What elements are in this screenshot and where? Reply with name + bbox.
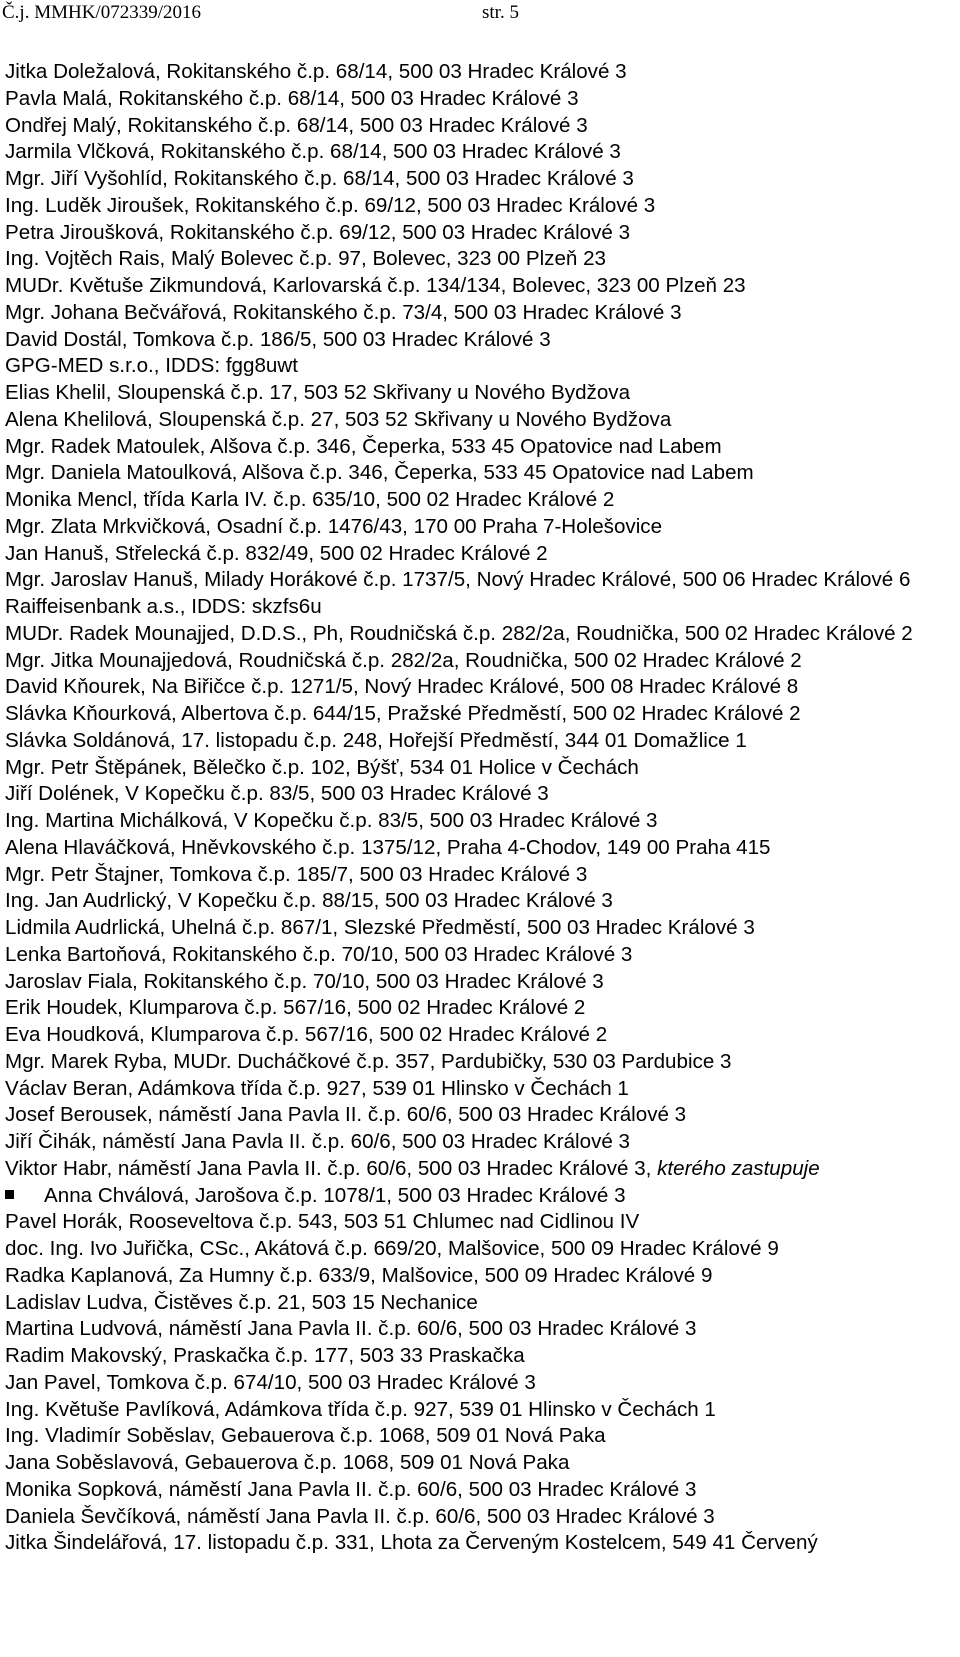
recipient-entry (0, 59, 960, 86)
recipient-text: Alena Hlaváčková, Hněvkovského č.p. 1375/12, Praha 4-Chodov, 149 00 Praha 415 (5, 835, 771, 859)
recipient-text: Anna Chválová, Jarošova č.p. 1078/1, 500 03 Hradec Králové 3 (44, 1183, 626, 1207)
recipient-entry (0, 888, 960, 915)
recipient-text: Mgr. Marek Ryba, MUDr. Ducháčkové č.p. 357, Pardubičky, 530 03 Pardubice 3 (5, 1049, 732, 1073)
recipient-text: Jiří Dolének, V Kopečku č.p. 83/5, 500 03 Hradec Králové 3 (5, 782, 549, 806)
recipient-entry (0, 487, 960, 514)
document-reference-number: Č.j. MMHK/072339/2016 (2, 2, 201, 23)
recipient-entry (0, 1102, 960, 1129)
recipient-entry (0, 674, 960, 701)
recipient-entry (0, 1316, 960, 1343)
recipient-text: Eva Houdková, Klumparova č.p. 567/16, 500 02 Hradec Králové 2 (5, 1023, 608, 1046)
recipient-entry (0, 1049, 960, 1076)
recipient-entry (0, 915, 960, 942)
recipient-text: Ing. Jan Audrlický, V Kopečku č.p. 88/15, 500 03 Hradec Králové 3 (5, 889, 613, 913)
recipient-text: Mgr. Jiří Vyšohlíd, Rokitanského č.p. 68/14, 500 03 Hradec Králové 3 (5, 167, 634, 190)
recipient-text: Slávka Soldánová, 17. listopadu č.p. 248, Hořejší Předměstí, 344 01 Domažlice 1 (5, 728, 747, 752)
recipient-text: Slávka Kňourková, Albertova č.p. 644/15, Pražské Předměstí, 500 02 Hradec Králové 2 (5, 702, 801, 725)
recipient-entry (0, 1022, 960, 1049)
recipient-text: Josef Berousek, náměstí Jana Pavla II. č.p. 60/6, 500 03 Hradec Králové 3 (5, 1103, 687, 1127)
recipient-entry (0, 1397, 960, 1424)
recipient-text: Ing. Vojtěch Rais, Malý Bolevec č.p. 97, Bolevec, 323 00 Plzeň 23 (5, 247, 606, 271)
recipient-entry (0, 755, 960, 782)
recipient-entry (0, 1477, 960, 1504)
page-number: str. 5 (482, 2, 519, 23)
recipient-entry (0, 300, 960, 327)
recipient-entry (0, 648, 960, 675)
recipient-text: Lidmila Audrlická, Uhelná č.p. 867/1, Slezské Předměstí, 500 03 Hradec Králové 3 (5, 916, 755, 939)
recipient-text: Mgr. Petr Štěpánek, Bělečko č.p. 102, Býšť, 534 01 Holice v Čechách (5, 755, 639, 779)
recipient-text: Jaroslav Fiala, Rokitanského č.p. 70/10, 500 03 Hradec Králové 3 (5, 969, 604, 993)
recipient-text: Ing. Vladimír Soběslav, Gebauerova č.p. 1068, 509 01 Nová Paka (5, 1424, 606, 1448)
recipient-entry (0, 327, 960, 354)
square-bullet-icon (5, 1190, 14, 1199)
recipient-text: Radim Makovský, Praskačka č.p. 177, 503 33 Praskačka (5, 1344, 525, 1367)
recipient-entry (0, 862, 960, 889)
recipient-text: Petra Jiroušková, Rokitanského č.p. 69/12, 500 03 Hradec Králové 3 (5, 220, 631, 244)
recipient-entry (0, 1504, 960, 1531)
recipient-text: Raiffeisenbank a.s., IDDS: skzfs6u (5, 595, 322, 618)
recipient-text: Ing. Luděk Jiroušek, Rokitanského č.p. 69/12, 500 03 Hradec Králové 3 (5, 193, 656, 217)
representation-note: kterého zastupuje (657, 1156, 820, 1180)
recipient-entry (0, 434, 960, 461)
recipient-text: Pavel Horák, Rooseveltova č.p. 543, 503 51 Chlumec nad Cidlinou IV (5, 1210, 640, 1234)
recipient-text: Jiří Čihák, náměstí Jana Pavla II. č.p. 60/6, 500 03 Hradec Králové 3 (5, 1130, 631, 1153)
recipient-entry (0, 139, 960, 166)
recipient-entry (0, 1076, 960, 1103)
recipient-text: Mgr. Jaroslav Hanuš, Milady Horákové č.p. 1737/5, Nový Hradec Králové, 500 06 Hradec Králové 6 (5, 568, 911, 592)
recipient-text: Jitka Doležalová, Rokitanského č.p. 68/14, 500 03 Hradec Králové 3 (5, 60, 627, 83)
recipient-entry (0, 942, 960, 969)
recipient-text: Mgr. Johana Bečvářová, Rokitanského č.p. 73/4, 500 03 Hradec Králové 3 (5, 300, 682, 324)
recipient-text: David Dostál, Tomkova č.p. 186/5, 500 03 Hradec Králové 3 (5, 327, 551, 351)
recipient-entry (0, 1423, 960, 1450)
recipient-entry (0, 353, 960, 380)
recipient-entry (0, 567, 955, 594)
recipient-text: Lenka Bartoňová, Rokitanského č.p. 70/10, 500 03 Hradec Králové 3 (5, 942, 633, 966)
recipient-text: Jana Soběslavová, Gebauerova č.p. 1068, 509 01 Nová Paka (5, 1451, 570, 1474)
recipient-entry (0, 407, 960, 434)
recipient-entry (0, 113, 960, 140)
recipient-entry (0, 835, 960, 862)
recipient-text: Pavla Malá, Rokitanského č.p. 68/14, 500 03 Hradec Králové 3 (5, 86, 579, 110)
recipient-text: Daniela Ševčíková, náměstí Jana Pavla II. č.p. 60/6, 500 03 Hradec Králové 3 (5, 1504, 715, 1528)
recipient-text: Alena Khelilová, Sloupenská č.p. 27, 503 52 Skřivany u Nového Bydžova (5, 407, 672, 431)
recipient-entry (0, 86, 960, 113)
recipient-entry (0, 808, 960, 835)
recipient-entry (0, 969, 960, 996)
recipient-text: Monika Mencl, třída Karla IV. č.p. 635/10, 500 02 Hradec Králové 2 (5, 488, 615, 511)
recipient-entry (0, 1530, 960, 1557)
recipient-entry (0, 995, 960, 1022)
recipient-entry (0, 1343, 960, 1370)
recipient-entry (0, 1129, 960, 1156)
recipient-entry (0, 594, 960, 621)
recipient-entry (0, 541, 960, 568)
recipient-text: David Kňourek, Na Biřičce č.p. 1271/5, Nový Hradec Králové, 500 08 Hradec Králové 8 (5, 675, 799, 699)
recipient-entry (0, 1370, 960, 1397)
recipient-text: Mgr. Radek Matoulek, Alšova č.p. 346, Čeperka, 533 45 Opatovice nad Labem (5, 434, 722, 458)
recipient-entry (0, 193, 960, 220)
recipient-entry (0, 1183, 960, 1210)
recipient-text: Mgr. Zlata Mrkvičková, Osadní č.p. 1476/43, 170 00 Praha 7-Holešovice (5, 514, 663, 538)
recipient-entry (0, 1236, 960, 1263)
recipient-entry (0, 514, 960, 541)
recipient-list (0, 59, 960, 1557)
recipient-text: Jan Hanuš, Střelecká č.p. 832/49, 500 02 Hradec Králové 2 (5, 541, 548, 565)
recipient-text: Erik Houdek, Klumparova č.p. 567/16, 500 02 Hradec Králové 2 (5, 996, 586, 1020)
recipient-text: Ladislav Ludva, Čistěves č.p. 21, 503 15 Nechanice (5, 1290, 478, 1314)
recipient-text: Martina Ludvová, náměstí Jana Pavla II. č.p. 60/6, 500 03 Hradec Králové 3 (5, 1317, 697, 1341)
recipient-text: Mgr. Jitka Mounajjedová, Roudničská č.p. 282/2a, Roudnička, 500 02 Hradec Králové 2 (5, 648, 802, 672)
recipient-text: Ing. Květuše Pavlíková, Adámkova třída č.p. 927, 539 01 Hlinsko v Čechách 1 (5, 1397, 716, 1421)
recipient-entry (0, 1450, 960, 1477)
recipient-entry (0, 728, 960, 755)
recipient-text: Ondřej Malý, Rokitanského č.p. 68/14, 500 03 Hradec Králové 3 (5, 113, 588, 137)
recipient-text: Mgr. Petr Štajner, Tomkova č.p. 185/7, 500 03 Hradec Králové 3 (5, 862, 588, 886)
recipient-text: doc. Ing. Ivo Juřička, CSc., Akátová č.p. 669/20, Malšovice, 500 09 Hradec Králové 9 (5, 1237, 779, 1260)
recipient-text: Jan Pavel, Tomkova č.p. 674/10, 500 03 Hradec Králové 3 (5, 1370, 536, 1394)
recipient-entry (0, 166, 960, 193)
recipient-text: Radka Kaplanová, Za Humny č.p. 633/9, Malšovice, 500 09 Hradec Králové 9 (5, 1263, 713, 1287)
recipient-text: Viktor Habr, náměstí Jana Pavla II. č.p. 60/6, 500 03 Hradec Králové 3, (5, 1156, 658, 1180)
page-header (0, 2, 960, 28)
recipient-text: Václav Beran, Adámkova třída č.p. 927, 539 01 Hlinsko v Čechách 1 (5, 1076, 629, 1100)
recipient-entry (0, 273, 960, 300)
recipient-text: MUDr. Květuše Zikmundová, Karlovarská č.p. 134/134, Bolevec, 323 00 Plzeň 23 (5, 274, 746, 297)
recipient-entry (0, 1290, 960, 1317)
recipient-text: Monika Sopková, náměstí Jana Pavla II. č.p. 60/6, 500 03 Hradec Králové 3 (5, 1477, 697, 1501)
recipient-text: Mgr. Daniela Matoulková, Alšova č.p. 346, Čeperka, 533 45 Opatovice nad Labem (5, 461, 754, 485)
recipient-entry (0, 701, 960, 728)
recipient-entry (0, 246, 960, 273)
recipient-text: GPG-MED s.r.o., IDDS: fgg8uwt (5, 354, 298, 378)
recipient-entry (0, 460, 960, 487)
recipient-text: Jitka Šindelářová, 17. listopadu č.p. 331, Lhota za Červeným Kostelcem, 549 41 Červený (5, 1531, 818, 1555)
recipient-entry (0, 380, 960, 407)
recipient-text: Elias Khelil, Sloupenská č.p. 17, 503 52 Skřivany u Nového Bydžova (5, 381, 631, 404)
recipient-entry (0, 1156, 960, 1183)
recipient-entry (0, 1263, 960, 1290)
recipient-entry (0, 781, 960, 808)
recipient-entry (0, 621, 955, 648)
recipient-entry (0, 220, 960, 247)
recipient-text: Ing. Martina Michálková, V Kopečku č.p. 83/5, 500 03 Hradec Králové 3 (5, 809, 658, 832)
recipient-text: MUDr. Radek Mounajjed, D.D.S., Ph, Roudničská č.p. 282/2a, Roudnička, 500 02 Hradec Králové 2 (5, 621, 913, 645)
recipient-entry (0, 1209, 960, 1236)
recipient-text: Jarmila Vlčková, Rokitanského č.p. 68/14, 500 03 Hradec Králové 3 (5, 140, 621, 164)
